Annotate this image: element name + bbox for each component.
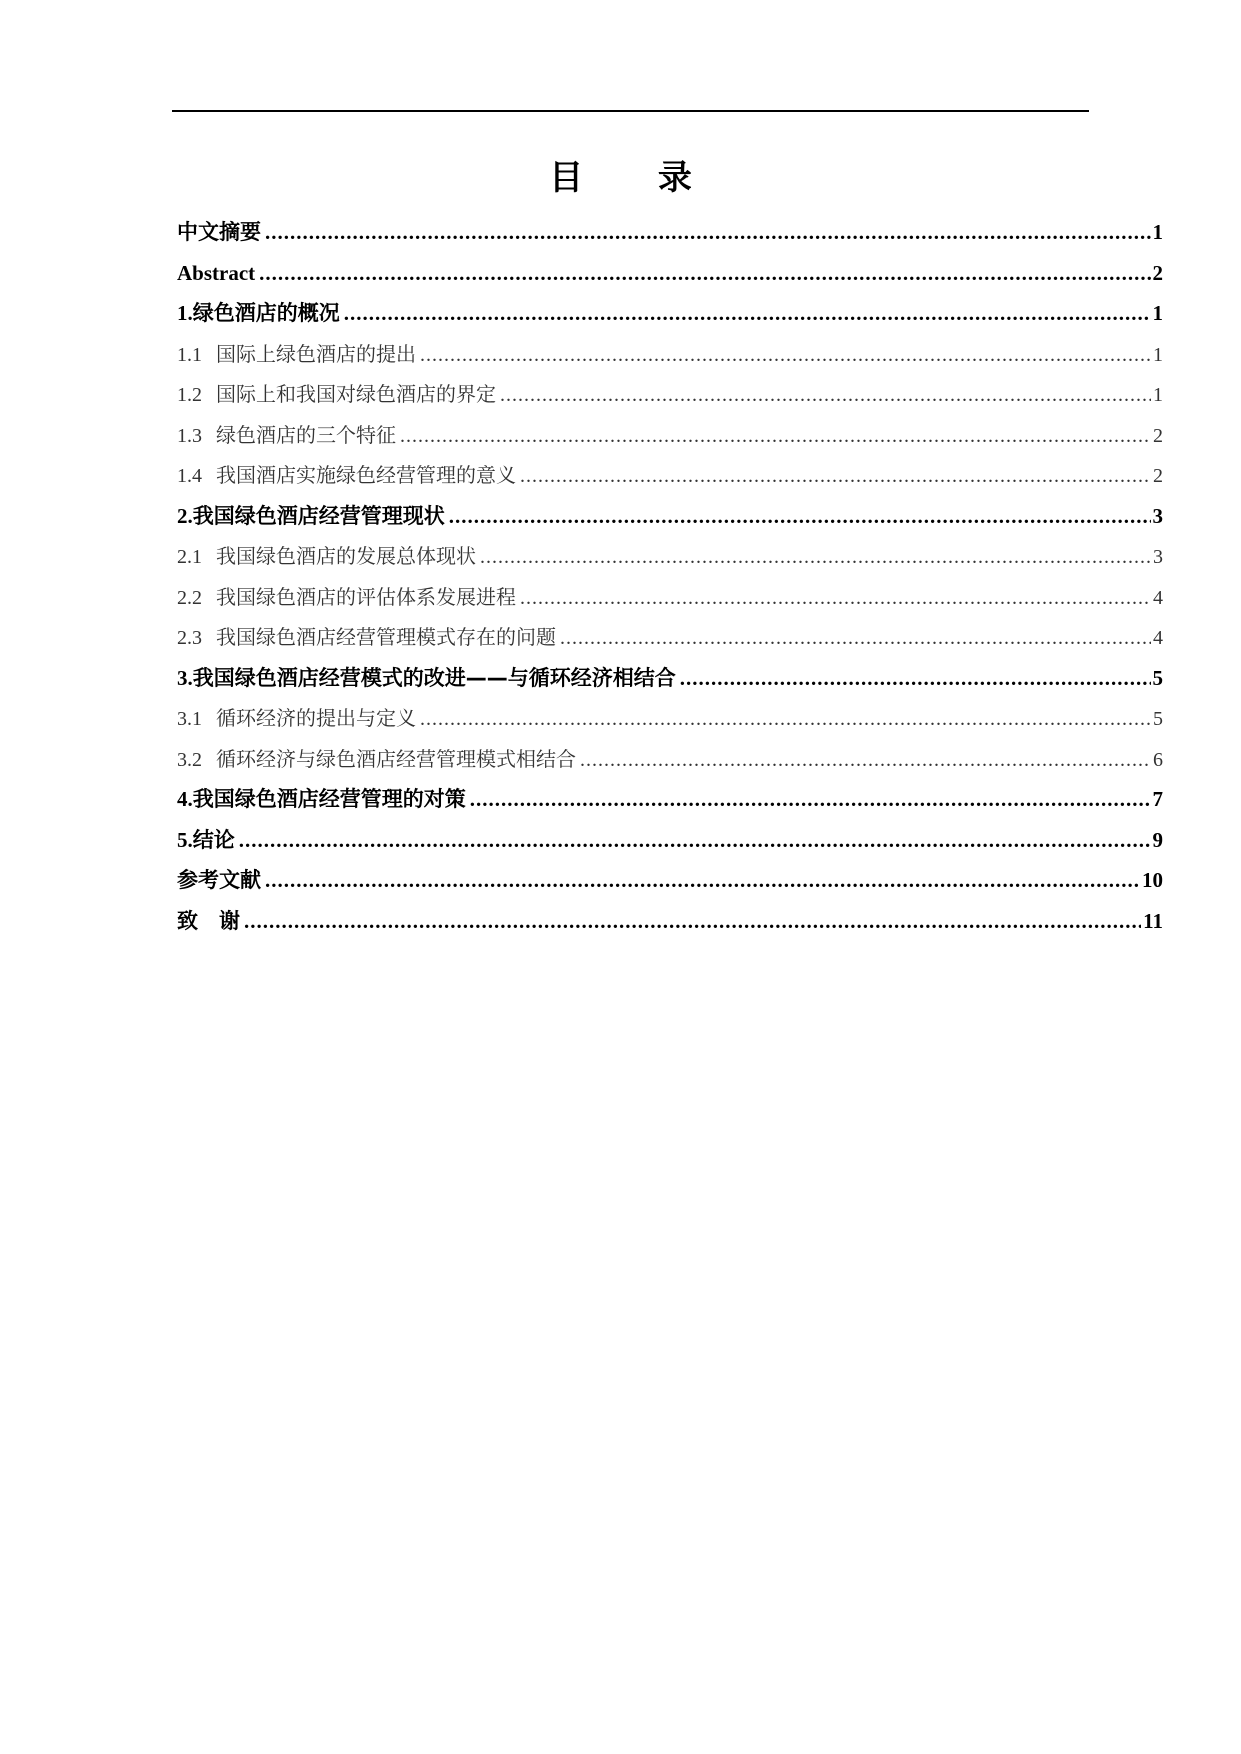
toc-dot-leader [420, 335, 1151, 376]
toc-dot-leader [580, 740, 1151, 781]
toc-entry-page: 1 [1153, 343, 1163, 366]
toc-entry[interactable] [177, 293, 1163, 334]
toc-entry-number: 1.4 [177, 465, 202, 487]
toc-entry-label: 绿色酒店的三个特征 [216, 422, 396, 447]
toc-entry[interactable] [177, 577, 1163, 618]
toc-entry-page: 6 [1153, 748, 1163, 771]
toc-entry-number: 3.1 [177, 708, 202, 730]
toc-entry-page: 1 [1153, 384, 1163, 406]
toc-entry[interactable] [177, 860, 1163, 901]
toc-entry-page: 1 [1152, 301, 1163, 325]
toc-dot-leader [480, 537, 1151, 578]
toc-dot-leader [520, 578, 1151, 619]
toc-entry[interactable] [177, 212, 1163, 253]
toc-dot-leader [470, 779, 1151, 820]
toc-dot-leader [680, 658, 1151, 699]
toc-dot-leader [344, 293, 1151, 334]
toc-dot-leader [449, 496, 1151, 537]
toc-entry-page: 5 [1152, 665, 1163, 690]
toc-entry[interactable] [177, 536, 1163, 577]
toc-entry-label: 国际上和我国对绿色酒店的界定 [216, 382, 496, 406]
toc-entry-label: 我国绿色酒店经营管理模式存在的问题 [216, 625, 556, 649]
toc-dot-leader [244, 901, 1141, 942]
toc-entry-label: Abstract [177, 260, 256, 285]
toc-entry[interactable] [177, 415, 1163, 456]
toc-entry-page: 2 [1152, 260, 1163, 285]
toc-entry-label: 循环经济与绿色酒店经营管理模式相结合 [216, 746, 576, 771]
toc-dot-leader [420, 699, 1151, 740]
toc-title: 目 录 [549, 158, 713, 198]
toc-entry-number: 1.2 [177, 384, 202, 406]
toc-entry[interactable] [177, 496, 1163, 537]
toc-entry-page: 4 [1153, 627, 1163, 649]
toc-entry-label: 中文摘要 [177, 220, 261, 244]
toc-entry-number: 4. [177, 787, 193, 811]
toc-entry-label: 国际上绿色酒店的提出 [216, 341, 416, 366]
toc-entry[interactable] [177, 253, 1163, 294]
toc-entry-page: 2 [1153, 424, 1163, 447]
toc-entry-page: 4 [1153, 586, 1163, 609]
toc-entry[interactable] [177, 617, 1163, 658]
toc-entry-number: 1. [177, 301, 193, 325]
toc-entry[interactable] [177, 779, 1163, 820]
toc-entry-label: 绿色酒店的概况 [192, 301, 340, 325]
toc-dot-leader [265, 860, 1140, 901]
toc-entry[interactable] [177, 658, 1163, 699]
toc-dot-leader [500, 375, 1151, 416]
toc-entry-page: 11 [1143, 908, 1163, 933]
toc-entry-label: 参考文献 [177, 868, 261, 892]
toc-entry-label: 致 谢 [177, 908, 240, 933]
toc-entry-page: 1 [1152, 220, 1163, 244]
toc-dot-leader [400, 416, 1151, 457]
toc-entry[interactable] [177, 334, 1163, 375]
toc-entry-number: 3.2 [177, 748, 202, 771]
toc-entry[interactable] [177, 374, 1163, 415]
header-rule [172, 110, 1089, 112]
toc-entry-label: 我国酒店实施绿色经营管理的意义 [216, 463, 516, 487]
toc-entry[interactable] [177, 739, 1163, 780]
toc-entry-number: 2.3 [177, 627, 202, 649]
toc-entry-label: 循环经济的提出与定义 [216, 706, 416, 730]
toc-entry-number: 2. [177, 503, 193, 528]
toc-entry[interactable] [177, 455, 1163, 496]
toc-entry-number: 2.2 [177, 586, 202, 609]
toc-dot-leader [265, 212, 1151, 253]
toc-dot-leader [259, 253, 1150, 294]
toc-entry-page: 5 [1153, 708, 1163, 730]
toc-entry-label: 我国绿色酒店的发展总体现状 [216, 544, 476, 568]
toc-entry-page: 2 [1153, 465, 1163, 487]
toc-entry-label: 我国绿色酒店经营管理的对策 [192, 787, 466, 811]
toc-entry-label: 结论 [192, 827, 235, 852]
toc-entry-page: 3 [1152, 503, 1163, 528]
toc-entry[interactable] [177, 901, 1163, 942]
toc-entry[interactable] [177, 698, 1163, 739]
toc-entry-page: 7 [1152, 787, 1163, 811]
toc-entry-page: 10 [1142, 868, 1163, 892]
toc-dot-leader [239, 820, 1151, 861]
toc-dot-leader [560, 618, 1151, 659]
toc-dot-leader [520, 456, 1151, 497]
toc-entry-page: 3 [1153, 546, 1163, 568]
toc-entry-number: 1.1 [177, 343, 202, 366]
toc-entry-number: 3. [177, 665, 193, 690]
toc-entry-page: 9 [1152, 827, 1163, 852]
toc-entry-label: 我国绿色酒店的评估体系发展进程 [216, 584, 516, 609]
toc-entry-label: 我国绿色酒店经营模式的改进——与循环经济相结合 [192, 665, 676, 690]
toc-entry-number: 1.3 [177, 424, 202, 447]
toc-entry-label: 我国绿色酒店经营管理现状 [192, 503, 445, 528]
toc-entry-number: 5. [177, 827, 193, 852]
table-of-contents [177, 212, 1163, 941]
toc-entry-number: 2.1 [177, 546, 202, 568]
toc-entry[interactable] [177, 820, 1163, 861]
